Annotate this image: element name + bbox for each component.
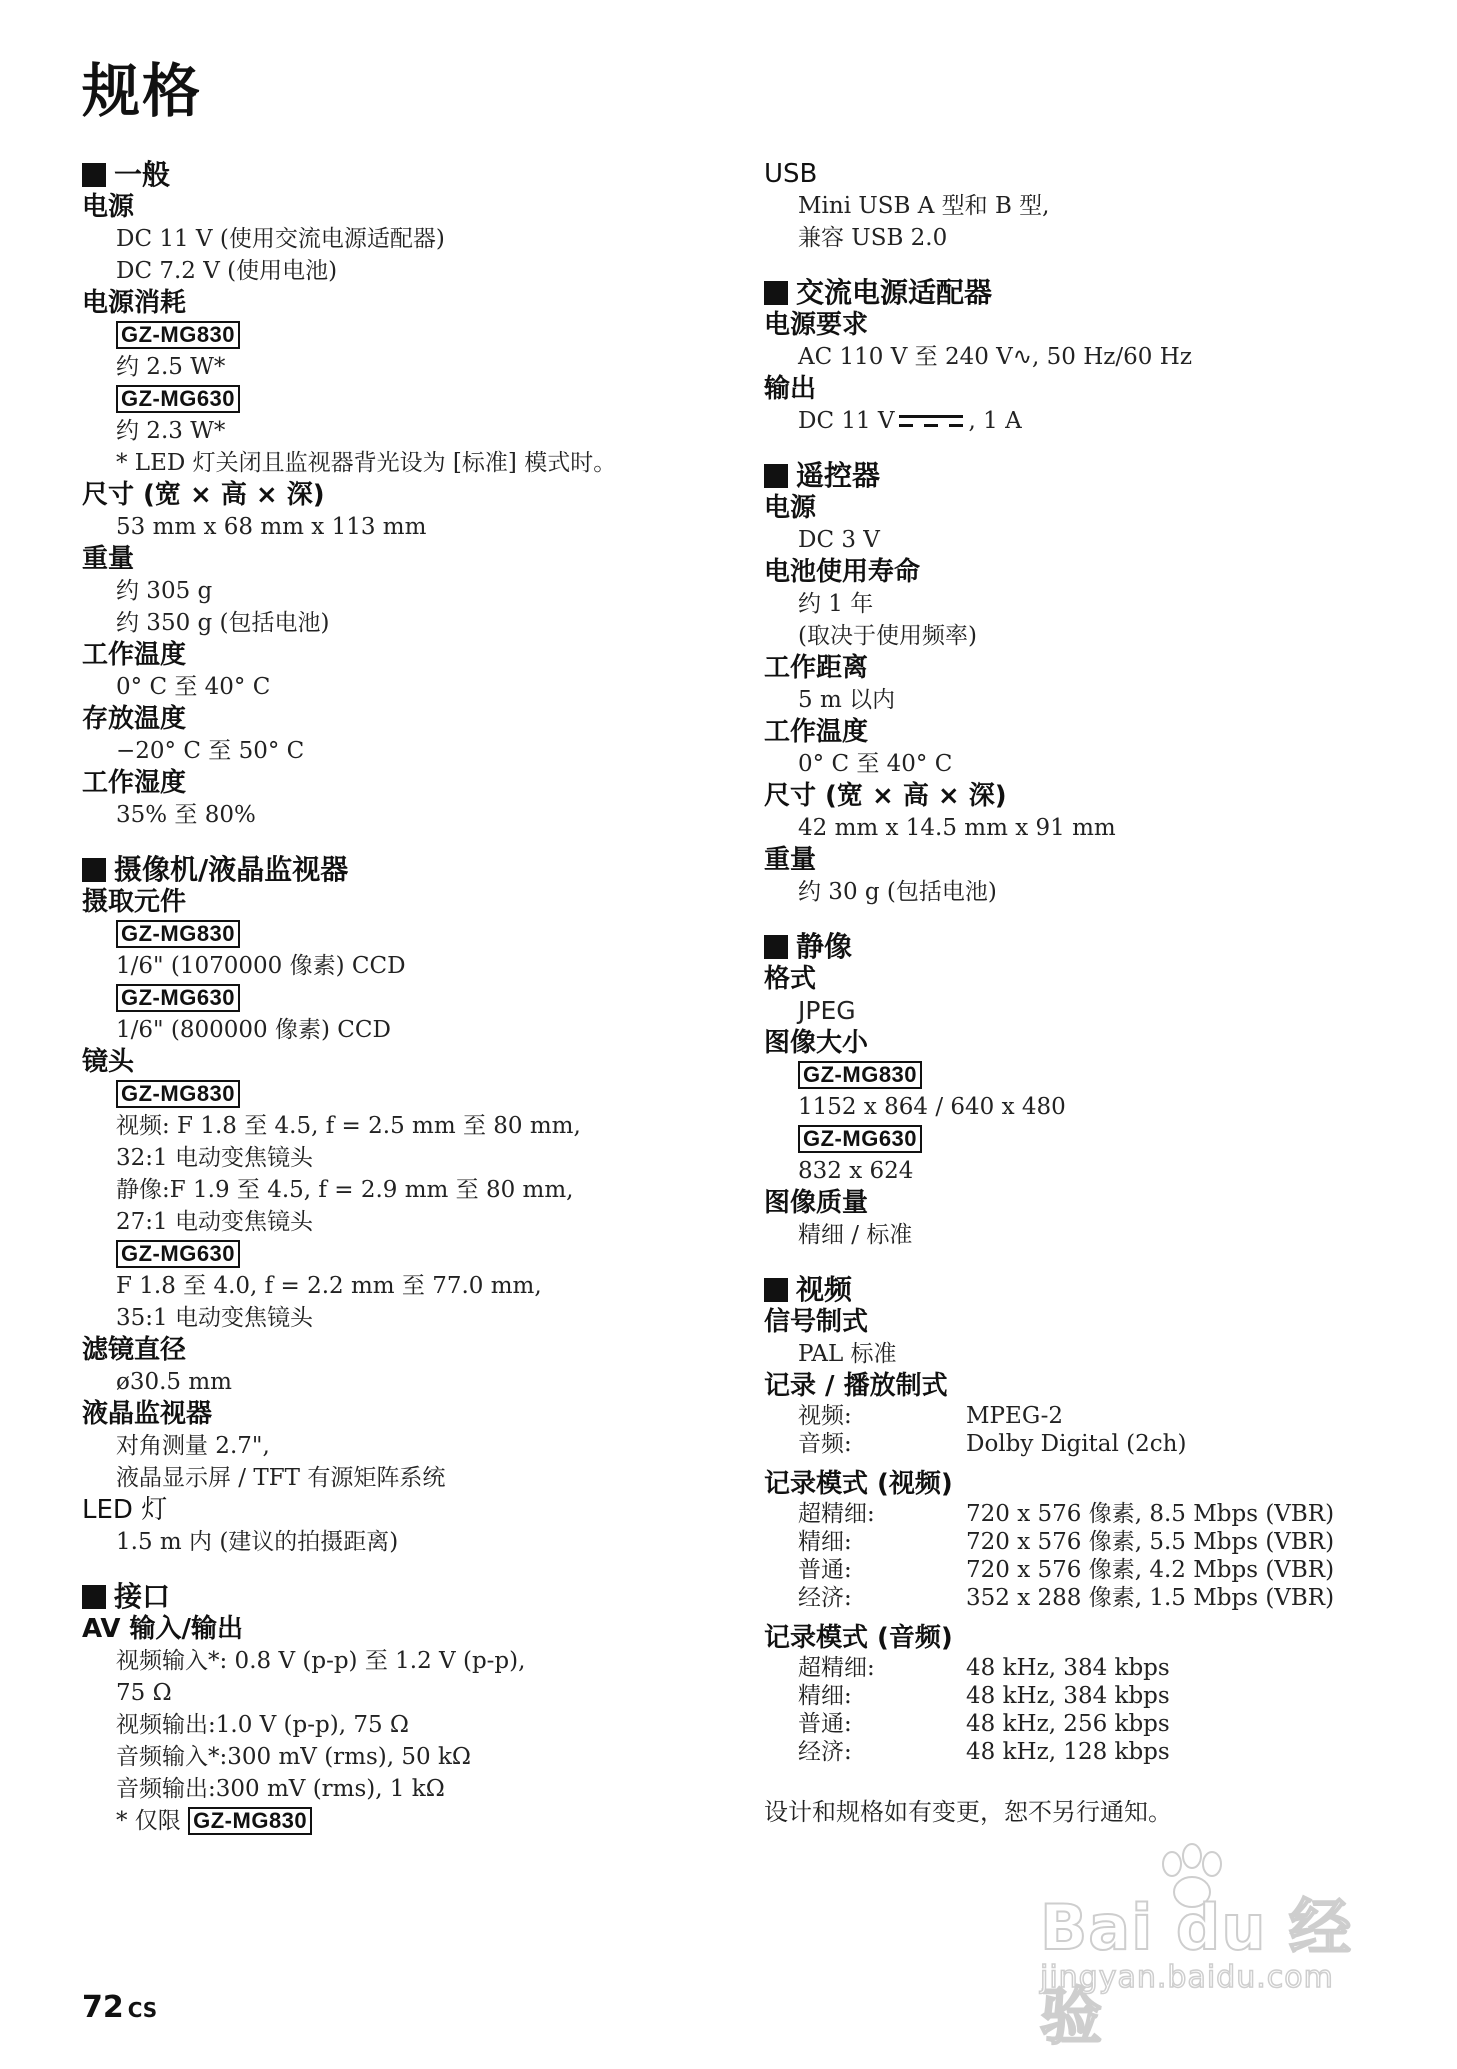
row-key: 经济: xyxy=(798,1585,852,1611)
row-value: Dolby Digital (2ch) xyxy=(966,1431,1187,1457)
row-key: 普通: xyxy=(798,1711,852,1737)
spec-value: 音频输入*:300 mV (rms), 50 kΩ xyxy=(116,1744,471,1770)
page-lang: CS xyxy=(127,1998,158,2022)
spec-label: 滤镜直径 xyxy=(82,1335,187,1365)
footnote: * LED 灯关闭且监视器背光设为 [标准] 模式时。 xyxy=(116,450,617,476)
page-title: 规格 xyxy=(82,57,203,125)
spec-value: 1/6" (800000 像素) CCD xyxy=(116,1017,391,1043)
output-prefix: DC 11 V xyxy=(798,408,895,434)
section-still xyxy=(764,930,1404,1251)
model-badge: GZ-MG630 xyxy=(116,1240,240,1268)
spec-value: 0° C 至 40° C xyxy=(116,674,271,700)
spec-label: 液晶监视器 xyxy=(82,1399,213,1429)
model-badge: GZ-MG830 xyxy=(116,1080,240,1108)
spec-value: 视频输入*: 0.8 V (p-p) 至 1.2 V (p-p), xyxy=(116,1648,526,1674)
spec-value: PAL 标准 xyxy=(798,1341,897,1367)
row-value: 48 kHz, 384 kbps xyxy=(966,1683,1170,1709)
row-value: 352 x 288 像素, 1.5 Mbps (VBR) xyxy=(966,1585,1335,1611)
model-badge: GZ-MG830 xyxy=(798,1061,922,1089)
table-row xyxy=(764,1710,1404,1738)
row-key: 超精细: xyxy=(798,1655,875,1681)
model-badge: GZ-MG630 xyxy=(116,984,240,1012)
model-row xyxy=(764,1123,1404,1155)
model-row xyxy=(82,1238,722,1270)
model-badge: GZ-MG830 xyxy=(116,920,240,948)
spec-label: 信号制式 xyxy=(764,1307,869,1337)
square-bullet-icon xyxy=(764,281,788,305)
spec-value: Mini USB A 型和 B 型, xyxy=(798,193,1050,219)
section-heading-text: 视频 xyxy=(796,1273,853,1306)
table-row xyxy=(764,1584,1404,1612)
spec-value: DC 11 V (使用交流电源适配器) xyxy=(116,226,445,252)
spec-label: 重量 xyxy=(764,845,817,875)
section-heading xyxy=(764,459,1404,492)
footnote-text: * 仅限 xyxy=(116,1808,181,1834)
spec-label: 电源 xyxy=(764,493,817,523)
spec-value: 视频: F 1.8 至 4.5, f = 2.5 mm 至 80 mm, xyxy=(116,1113,581,1139)
model-badge: GZ-MG630 xyxy=(798,1125,922,1153)
spec-label: 电池使用寿命 xyxy=(764,557,921,587)
spec-value: 约 2.5 W* xyxy=(116,354,226,380)
spec-value: 1152 x 864 / 640 x 480 xyxy=(798,1094,1066,1120)
square-bullet-icon xyxy=(764,935,788,959)
spec-value: 视频输出:1.0 V (p-p), 75 Ω xyxy=(116,1712,409,1738)
spec-label: 工作湿度 xyxy=(82,768,187,798)
row-key: 普通: xyxy=(798,1557,852,1583)
row-value: 720 x 576 像素, 4.2 Mbps (VBR) xyxy=(966,1557,1335,1583)
row-key: 精细: xyxy=(798,1529,852,1555)
spec-value: JPEG xyxy=(798,996,856,1025)
spec-value: 32:1 电动变焦镜头 xyxy=(116,1145,313,1171)
model-row xyxy=(82,383,722,415)
spec-value: 1/6" (1070000 像素) CCD xyxy=(116,953,406,979)
spec-value: 42 mm x 14.5 mm x 91 mm xyxy=(798,815,1116,841)
section-heading-text: 静像 xyxy=(796,930,853,963)
section-heading-text: 交流电源适配器 xyxy=(796,276,993,309)
spec-label: 存放温度 xyxy=(82,704,187,734)
spec-value: 约 350 g (包括电池) xyxy=(116,610,330,636)
spec-value: 对角测量 2.7", xyxy=(116,1433,270,1459)
square-bullet-icon xyxy=(82,1585,106,1609)
spec-label: 图像大小 xyxy=(764,1028,869,1058)
row-key: 经济: xyxy=(798,1739,852,1765)
spec-value: F 1.8 至 4.0, f = 2.2 mm 至 77.0 mm, xyxy=(116,1273,542,1299)
spec-value: 约 30 g (包括电池) xyxy=(798,879,997,905)
spec-value: 27:1 电动变焦镜头 xyxy=(116,1209,313,1235)
spec-label: 工作距离 xyxy=(764,653,869,683)
spec-label: 重量 xyxy=(82,544,135,574)
section-video xyxy=(764,1273,1404,1766)
spec-label: 电源消耗 xyxy=(82,288,187,318)
spec-value: (取决于使用频率) xyxy=(798,623,977,649)
spec-label: USB xyxy=(764,159,818,189)
table-row xyxy=(764,1682,1404,1710)
model-badge: GZ-MG830 xyxy=(116,321,240,349)
row-value: 48 kHz, 128 kbps xyxy=(966,1739,1170,1765)
spec-value: 1.5 m 内 (建议的拍摄距离) xyxy=(116,1529,399,1555)
spec-value: 兼容 USB 2.0 xyxy=(798,225,948,251)
spec-value: 832 x 624 xyxy=(798,1158,914,1184)
spec-value: ø30.5 mm xyxy=(116,1369,232,1395)
page-number xyxy=(82,1990,157,2025)
table-row xyxy=(764,1500,1404,1528)
spec-value: DC 3 V xyxy=(798,527,880,553)
section-adapter xyxy=(764,276,1404,437)
spec-value: 约 1 年 xyxy=(798,591,874,617)
footnote xyxy=(82,1805,722,1837)
table-row xyxy=(764,1654,1404,1682)
spec-label: 图像质量 xyxy=(764,1188,869,1218)
spec-label: 记录模式 (音频) xyxy=(764,1623,953,1653)
spec-value: −20° C 至 50° C xyxy=(116,738,305,764)
spec-label: 工作温度 xyxy=(764,717,869,747)
spec-value: 精细 / 标准 xyxy=(798,1222,913,1248)
row-value: 720 x 576 像素, 5.5 Mbps (VBR) xyxy=(966,1529,1335,1555)
model-row xyxy=(82,319,722,351)
row-value: 48 kHz, 384 kbps xyxy=(966,1655,1170,1681)
section-heading xyxy=(764,276,1404,309)
spec-value: 约 2.3 W* xyxy=(116,418,226,444)
square-bullet-icon xyxy=(764,1278,788,1302)
spec-value: 35:1 电动变焦镜头 xyxy=(116,1305,313,1331)
spec-label: 工作温度 xyxy=(82,640,187,670)
section-camera xyxy=(82,853,722,1558)
spec-value: 75 Ω xyxy=(116,1680,172,1706)
output-suffix: , 1 A xyxy=(968,408,1022,434)
section-connectors xyxy=(82,1580,722,1837)
right-column xyxy=(764,158,1404,1827)
section-heading xyxy=(82,1580,722,1613)
spec-value xyxy=(764,405,1404,437)
watermark-brand: Bai du 经验 xyxy=(1040,1891,1353,2053)
spec-label: AV 输入/输出 xyxy=(82,1614,244,1644)
spec-label: 镜头 xyxy=(82,1047,135,1077)
spec-label: 电源 xyxy=(82,192,135,222)
spec-value: 5 m 以内 xyxy=(798,687,896,713)
left-column xyxy=(82,158,722,1845)
section-heading xyxy=(82,158,722,191)
model-badge: GZ-MG830 xyxy=(188,1807,312,1835)
spec-label: 记录 / 播放制式 xyxy=(764,1371,948,1401)
spec-label: 电源要求 xyxy=(764,310,869,340)
row-key: 精细: xyxy=(798,1683,852,1709)
spec-value: 音频输出:300 mV (rms), 1 kΩ xyxy=(116,1776,445,1802)
model-badge: GZ-MG630 xyxy=(116,385,240,413)
spec-value: 0° C 至 40° C xyxy=(798,751,953,777)
page-number-value: 72 xyxy=(82,1990,124,2025)
section-usb xyxy=(764,158,1404,254)
spec-label: LED 灯 xyxy=(82,1495,168,1525)
watermark-url: jingyan.baidu.com xyxy=(1040,1960,1334,1995)
section-heading-text: 遥控器 xyxy=(796,459,881,492)
table-row xyxy=(764,1430,1404,1458)
row-value: 48 kHz, 256 kbps xyxy=(966,1711,1170,1737)
spec-value: 液晶显示屏 / TFT 有源矩阵系统 xyxy=(116,1465,446,1491)
section-heading xyxy=(82,853,722,886)
table-row xyxy=(764,1738,1404,1766)
square-bullet-icon xyxy=(82,858,106,882)
section-heading xyxy=(764,1273,1404,1306)
spec-value: 静像:F 1.9 至 4.5, f = 2.9 mm 至 80 mm, xyxy=(116,1177,574,1203)
spec-value: 53 mm x 68 mm x 113 mm xyxy=(116,514,427,540)
spec-value: AC 110 V 至 240 V∿, 50 Hz/60 Hz xyxy=(798,344,1192,370)
model-row xyxy=(82,918,722,950)
spec-label: 尺寸 (宽 × 高 × 深) xyxy=(764,781,1007,811)
section-general xyxy=(82,158,722,831)
row-value: 720 x 576 像素, 8.5 Mbps (VBR) xyxy=(966,1501,1335,1527)
row-key: 音频: xyxy=(798,1431,852,1457)
spec-value: 约 305 g xyxy=(116,578,213,604)
square-bullet-icon xyxy=(764,464,788,488)
section-heading-text: 接口 xyxy=(114,1580,171,1613)
square-bullet-icon xyxy=(82,163,106,187)
table-row xyxy=(764,1528,1404,1556)
section-remote xyxy=(764,459,1404,908)
dc-symbol-icon xyxy=(899,415,963,429)
spec-label: 记录模式 (视频) xyxy=(764,1469,953,1499)
change-notice: 设计和规格如有变更，恕不另行通知。 xyxy=(764,1798,1172,1826)
model-row xyxy=(82,982,722,1014)
spec-label: 摄取元件 xyxy=(82,887,187,917)
row-key: 超精细: xyxy=(798,1501,875,1527)
spec-label: 输出 xyxy=(764,374,817,404)
row-value: MPEG-2 xyxy=(966,1403,1064,1429)
spec-value: 35% 至 80% xyxy=(116,802,256,828)
row-key: 视频: xyxy=(798,1403,852,1429)
watermark xyxy=(1040,1860,1380,2053)
table-row xyxy=(764,1556,1404,1584)
section-heading-text: 一般 xyxy=(114,158,171,191)
model-row xyxy=(82,1078,722,1110)
spec-label: 尺寸 (宽 × 高 × 深) xyxy=(82,480,325,510)
section-heading xyxy=(764,930,1404,963)
model-row xyxy=(764,1059,1404,1091)
spec-label: 格式 xyxy=(764,964,817,994)
spec-value: DC 7.2 V (使用电池) xyxy=(116,258,338,284)
section-heading-text: 摄像机/液晶监视器 xyxy=(114,853,349,886)
table-row xyxy=(764,1402,1404,1430)
